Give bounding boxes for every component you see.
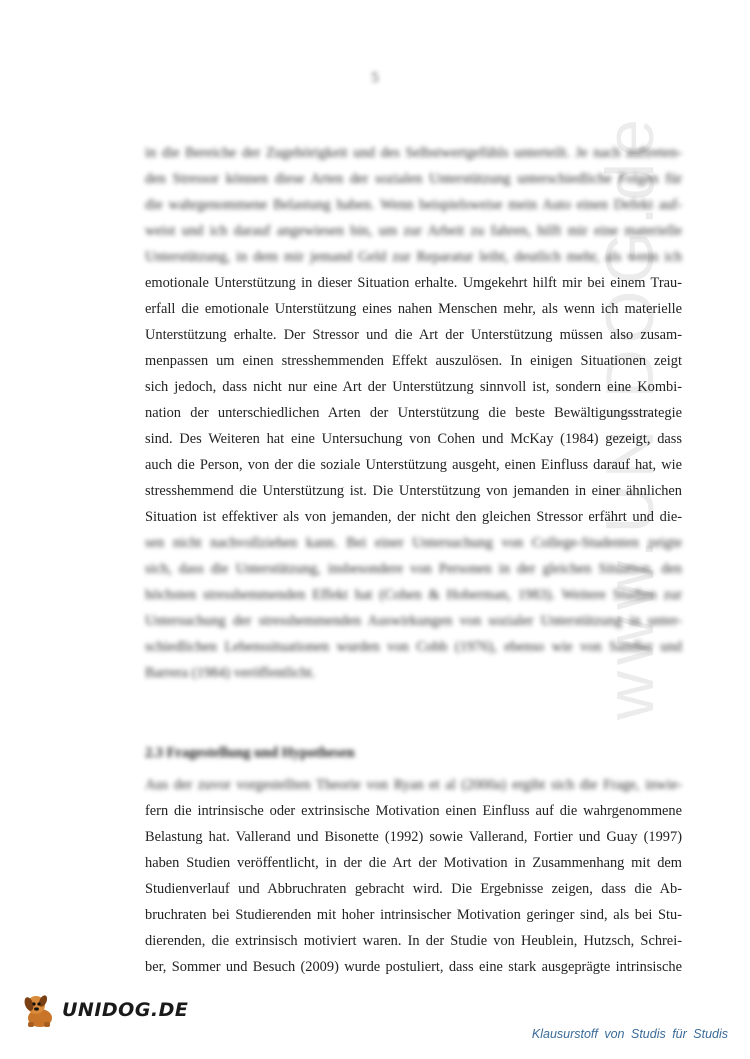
- unidog-logo[interactable]: [20, 990, 188, 1030]
- text-line: Unterstützung, in dem mir jemand Geld zur Reparatur leiht, deutlich mehr, als wenn ich: [145, 249, 682, 265]
- paragraph-social-support: [145, 140, 682, 686]
- text-line: sen nicht nachvollziehen kann. Bei einer Untersuchung von College-Studenten zeigte: [145, 535, 682, 551]
- text-line: Aus der zuvor vorgestellten Theorie von Ryan et al (2000a) ergibt sich die Frage, inwie-: [145, 777, 682, 793]
- text-line: dierenden, die extrinsisch motiviert waren. In der Studie von Heublein, Hutzsch, Schrei-: [145, 933, 682, 949]
- text-line: Situation ist effektiver als von jemanden, der nicht den gleichen Stressor erfährt und die-: [145, 509, 682, 525]
- text-line: Belastung hat. Vallerand und Bisonette (1992) sowie Vallerand, Fortier und Guay (1997): [145, 829, 682, 845]
- text-line: schiedlichen Lebenssituationen wurden von Cobb (1976), ebenso wie von Sandler und: [145, 639, 682, 655]
- text-line: erfall die emotionale Unterstützung eines nahen Menschen mehr, als wenn ich materielle: [145, 301, 682, 317]
- text-line: fern die intrinsische oder extrinsische Motivation einen Einfluss auf die wahrgenommene: [145, 803, 682, 819]
- text-line: Untersuchung der stresshemmenden Auswirkungen von sozialer Unterstützung in unter-: [145, 613, 682, 629]
- text-line: höchsten stresshemmenden Effekt hat (Cohen & Hoberman, 1983). Weitere Studien zur: [145, 587, 682, 603]
- text-line: bruchraten bei Studierenden mit hoher intrinsischer Motivation geringer sind, als bei Stu-: [145, 907, 682, 923]
- text-line: sind. Des Weiteren hat eine Untersuchung von Cohen und McKay (1984) gezeigt, dass: [145, 431, 682, 447]
- text-line: den Stressor können diese Arten der sozialen Unterstützung unterschiedliche Folgen für: [145, 171, 682, 187]
- page-number: 5: [371, 70, 379, 86]
- text-line: emotionale Unterstützung in dieser Situation erhalte. Umgekehrt hilft mir bei einem Trau-: [145, 275, 682, 291]
- text-line: sich jedoch, dass nicht nur eine Art der Unterstützung sinnvoll ist, sondern eine Kombi-: [145, 379, 682, 395]
- text-line: sich, dass die Unterstützung, insbesondere von Personen in der gleichen Situation, den: [145, 561, 682, 577]
- text-line: nation der unterschiedlichen Arten der Unterstützung die beste Bewältigungsstrategie: [145, 405, 682, 421]
- dog-icon: [20, 990, 60, 1030]
- text-line: Barrera (1984) veröffentlicht.: [145, 665, 316, 681]
- document-body: [145, 113, 682, 980]
- text-line: die wahrgenommene Belastung haben. Wenn beispielsweise mein Auto einen Defekt auf-: [145, 197, 682, 213]
- text-line: haben Studien veröffentlicht, in der die Art der Motivation in Zusammenhang mit dem: [145, 855, 682, 871]
- text-line: ber, Sommer und Besuch (2009) wurde postuliert, dass eine stark ausgeprägte intrinsische: [145, 959, 682, 975]
- paragraph-research-question: [145, 772, 682, 980]
- watermark-text: www.UNIDOG.de: [592, 113, 668, 720]
- text-line: auch die Person, von der die soziale Unterstützung ausgeht, einen Einfluss darauf hat, wie: [145, 457, 682, 473]
- text-line: Studienverlauf und Abbruchraten gebracht wird. Die Ergebnisse zeigen, dass die Ab-: [145, 881, 682, 897]
- text-line: in die Bereiche der Zugehörigkeit und des Selbstwertgefühls unterteilt. Je nach auftreten-: [145, 145, 682, 161]
- text-line: Unterstützung erhalte. Der Stressor und die Art der Unterstützung müssen also zusam-: [145, 327, 682, 343]
- text-line: menpassen um einen stresshemmenden Effekt auszulösen. In einigen Situationen zeigt: [145, 353, 682, 369]
- section-heading: 2.3 Fragestellung und Hypothesen: [145, 745, 355, 761]
- text-line: stresshemmend die Unterstützung ist. Die Unterstützung von jemanden in einer ähnlichen: [145, 483, 682, 499]
- footer-slogan: Klausurstoff von Studis für Studis: [531, 1027, 728, 1041]
- logo-text: UNIDOG.DE: [62, 999, 189, 1021]
- text-line: weist und ich darauf angewiesen bin, um zur Arbeit zu fahren, hilft mir eine materielle: [145, 223, 682, 239]
